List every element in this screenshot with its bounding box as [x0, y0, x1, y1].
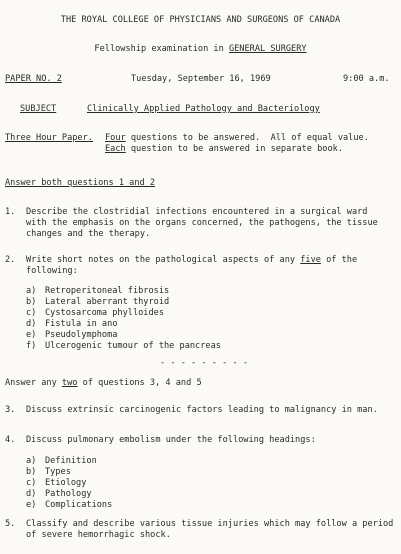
list-item-text: Types [45, 467, 71, 477]
q2-line-1: Write short notes on the pathological aspects of any five of the [26, 255, 358, 265]
paper-date: Tuesday, September 16, 1969 [131, 74, 271, 84]
q2-line-2: following: [26, 266, 78, 276]
q2-number: 2. [5, 255, 16, 265]
instruction-line-1: Four questions to be answered. All of equal value. [105, 133, 369, 143]
section-heading-1: Answer both questions 1 and 2 [5, 178, 156, 188]
q1-number: 1. [5, 207, 16, 217]
instruction-line-2: Each question to be answered in separate book. [105, 144, 344, 154]
q5-number: 5. [5, 519, 16, 529]
q3-number: 3. [5, 405, 16, 415]
exam-subject: GENERAL SURGERY [228, 44, 307, 54]
section-divider: - - - - - - - - - [160, 358, 248, 368]
list-item-text: Pseudolymphoma [45, 330, 118, 340]
list-item-letter: d) [26, 489, 37, 499]
list-item-text: Pathology [45, 489, 92, 499]
paper-length: Three Hour Paper. [5, 133, 93, 143]
list-item-letter: e) [26, 330, 37, 340]
list-item-letter: c) [26, 308, 37, 318]
list-item-letter: a) [26, 286, 37, 296]
exam-prefix: Fellowship examination in [94, 44, 229, 54]
subject-title: Clinically Applied Pathology and Bacteriology [87, 104, 320, 114]
list-item-letter: f) [26, 341, 37, 351]
list-item-letter: e) [26, 500, 37, 510]
q4-text: Discuss pulmonary embolism under the following headings: [26, 435, 316, 445]
list-item-letter: c) [26, 478, 37, 488]
q1-line: with the emphasis on the organs concerned, the pathogens, the tissue [26, 218, 378, 228]
section-heading-2: Answer any two of questions 3, 4 and 5 [5, 378, 202, 388]
list-item-text: Lateral aberrant thyroid [45, 297, 170, 307]
list-item-text: Retroperitoneal fibrosis [45, 286, 170, 296]
list-item-text: Etiology [45, 478, 87, 488]
list-item-text: Definition [45, 456, 97, 466]
institution-title: THE ROYAL COLLEGE OF PHYSICIANS AND SURGEONS OF CANADA [60, 15, 341, 25]
q4-number: 4. [5, 435, 16, 445]
exam-title [0, 44, 401, 55]
list-item-text: Complications [45, 500, 113, 510]
q1-line: changes and the therapy. [26, 229, 151, 239]
paper-time: 9:00 a.m. [343, 74, 390, 84]
list-item-text: Cystosarcoma phylloides [45, 308, 164, 318]
list-item-letter: b) [26, 297, 37, 307]
list-item-letter: a) [26, 456, 37, 466]
q5-line: of severe hemorrhagic shock. [26, 530, 171, 540]
subject-label: SUBJECT [20, 104, 57, 114]
q3-text: Discuss extrinsic carcinogenic factors leading to malignancy in man. [26, 405, 378, 415]
list-item-letter: b) [26, 467, 37, 477]
list-item-letter: d) [26, 319, 37, 329]
list-item-text: Ulcerogenic tumour of the pancreas [45, 341, 221, 351]
paper-number: PAPER NO. 2 [5, 74, 62, 84]
q1-line: Describe the clostridial infections encountered in a surgical ward [26, 207, 368, 217]
list-item-text: Fistula in ano [45, 319, 118, 329]
q5-line: Classify and describe various tissue injuries which may follow a period [26, 519, 394, 529]
